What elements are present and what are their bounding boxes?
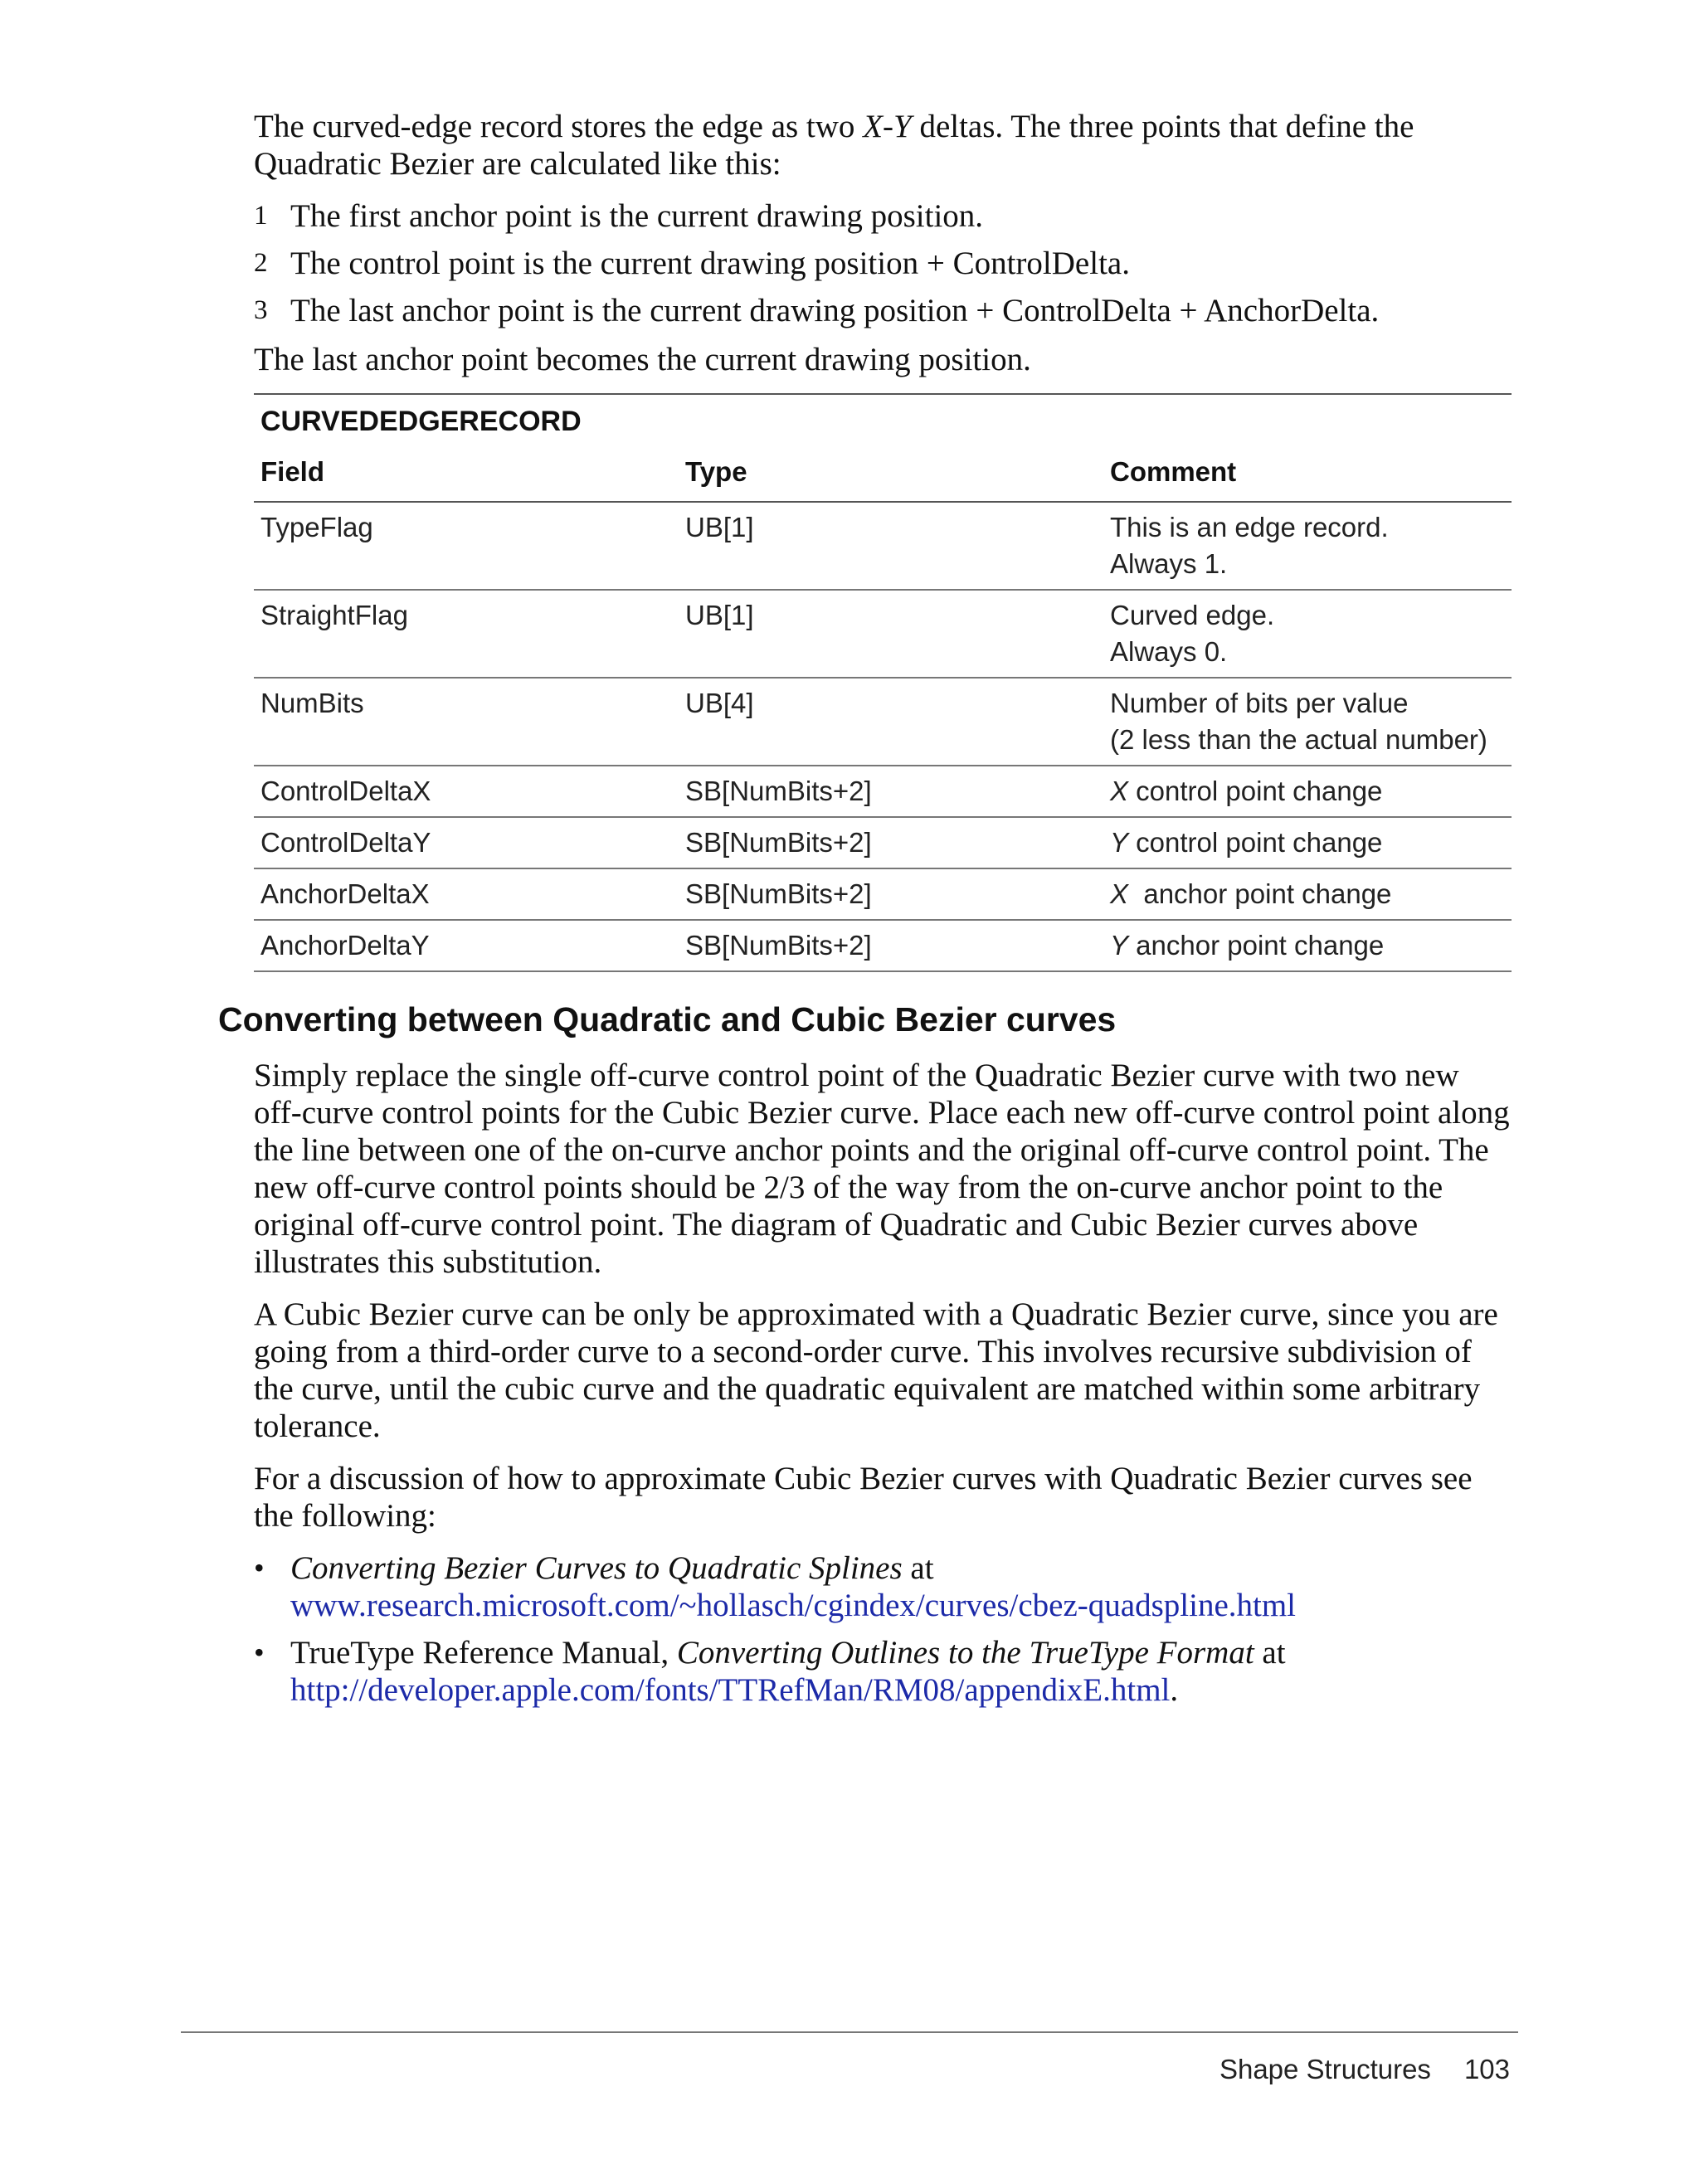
step-item [254,197,1512,235]
reference-link[interactable]: www.research.microsoft.com/~hollasch/cgindex/curves/cbez-quadspline.html [290,1588,1297,1623]
comment-axis-italic: X [1110,776,1129,806]
step-number: 2 [254,248,268,278]
table-row [254,920,1512,971]
table-row [254,868,1512,920]
comment-rest: control point change [1128,776,1383,806]
cell-type: SB[NumBits+2] [679,868,1103,920]
cell-field: TypeFlag [254,502,679,590]
cell-comment [1103,766,1512,817]
curvededgerecord-table-block [254,393,1512,972]
header-type: Type [679,448,1103,502]
cell-comment [1103,868,1512,920]
page-number: 103 [1463,2054,1510,2084]
reference-text [290,1549,1512,1624]
section-paragraph-3: For a discussion of how to approximate Cubic Bezier curves with Quadratic Bezier curves see the following: [254,1461,1473,1534]
cell-comment [1103,920,1512,971]
cell-type: SB[NumBits+2] [679,920,1103,971]
comment-line: Number of bits per value [1110,688,1409,718]
comment-rest: anchor point change [1128,930,1385,961]
step-text: The control point is the current drawing position + ControlDelta. [290,246,1130,281]
section-paragraph-2: A Cubic Bezier curve can be only be approximated with a Quadratic Bezier curve, since you are going from a third-order curve to a second-order curve. This involves recursive subdivision of the curve, until the cubic curve and the quadratic equivalent are matched within some arbitrary tolerance. [254,1296,1498,1444]
cell-field: NumBits [254,678,679,766]
comment-line: Always 1. [1110,548,1228,579]
step-text: The first anchor point is the current drawing position. [290,198,984,234]
reference-text [290,1634,1512,1709]
cell-comment [1103,678,1512,766]
table-row [254,817,1512,868]
table-row [254,678,1512,766]
cell-field: ControlDeltaX [254,766,679,817]
reference-at: at [902,1550,934,1586]
section-heading: Converting between Quadratic and Cubic Bezier curves [218,1000,1117,1038]
cell-comment [1103,590,1512,678]
table-row [254,766,1512,817]
cell-comment [1103,817,1512,868]
reference-at: at [1254,1635,1286,1671]
references-list [254,1549,1512,1709]
comment-axis-italic: X [1110,878,1129,909]
cell-field: AnchorDeltaX [254,868,679,920]
step-item [254,245,1512,282]
reference-suffix: . [1170,1672,1179,1708]
calculation-steps-list [254,197,1512,329]
table-header-row [254,448,1512,502]
step-number: 3 [254,295,268,325]
cell-type: SB[NumBits+2] [679,766,1103,817]
intro-xy-italic: X-Y [863,109,912,144]
comment-rest: anchor point change [1128,878,1392,909]
step-item [254,292,1512,329]
cell-field: ControlDeltaY [254,817,679,868]
step-text: The last anchor point is the current drawing position + ControlDelta + AnchorDelta. [290,293,1380,328]
cell-type: SB[NumBits+2] [679,817,1103,868]
intro-text-2: deltas. The three points that define the Quadratic Bezier are calculated like this: [254,109,1414,182]
reference-title: Converting Bezier Curves to Quadratic Splines [290,1550,903,1586]
comment-axis-italic: Y [1110,930,1129,961]
intro-paragraph [254,108,1512,182]
after-steps-paragraph: The last anchor point becomes the current drawing position. [254,342,1031,377]
reference-link[interactable]: http://developer.apple.com/fonts/TTRefMan/RM08/appendixE.html [290,1672,1171,1708]
header-field: Field [254,448,679,502]
cell-type: UB[4] [679,678,1103,766]
table-title: CURVEDEDGERECORD [260,406,582,437]
comment-line: Always 0. [1110,636,1228,667]
reference-prefix: TrueType Reference Manual, [290,1635,677,1671]
comment-rest: control point change [1128,827,1383,858]
comment-line: This is an edge record. [1110,512,1389,542]
reference-item [254,1634,1512,1709]
bullet-icon: • [254,1551,265,1584]
cell-field: StraightFlag [254,590,679,678]
cell-type: UB[1] [679,502,1103,590]
page-footer [1219,2053,1510,2086]
step-number: 1 [254,201,268,231]
curvededgerecord-table [254,448,1512,972]
comment-line: (2 less than the actual number) [1110,724,1487,755]
page-content [218,108,1512,1719]
cell-type: UB[1] [679,590,1103,678]
cell-field: AnchorDeltaY [254,920,679,971]
comment-line: Curved edge. [1110,600,1275,630]
header-comment: Comment [1103,448,1512,502]
cell-comment [1103,502,1512,590]
reference-title: Converting Outlines to the TrueType Format [676,1635,1254,1671]
intro-text-1: The curved-edge record stores the edge as two [254,109,864,144]
comment-axis-italic: Y [1110,827,1129,858]
footer-chapter: Shape Structures [1219,2054,1431,2084]
table-row [254,590,1512,678]
reference-item [254,1549,1512,1624]
bullet-icon: • [254,1636,265,1669]
section-paragraph-1: Simply replace the single off-curve control point of the Quadratic Bezier curve with two new off-curve control points for the Cubic Bezier curve. Place each new off-curve control point along the line between one of the on-curve anchor points and the original off-curve control point. The new off-curve control points should be 2/3 of the way from the on-curve anchor point to the original off-curve control point. The diagram of Quadratic and Cubic Bezier curves above illustrates this substitution. [254,1058,1510,1280]
footer-divider [181,2031,1518,2033]
table-row [254,502,1512,590]
